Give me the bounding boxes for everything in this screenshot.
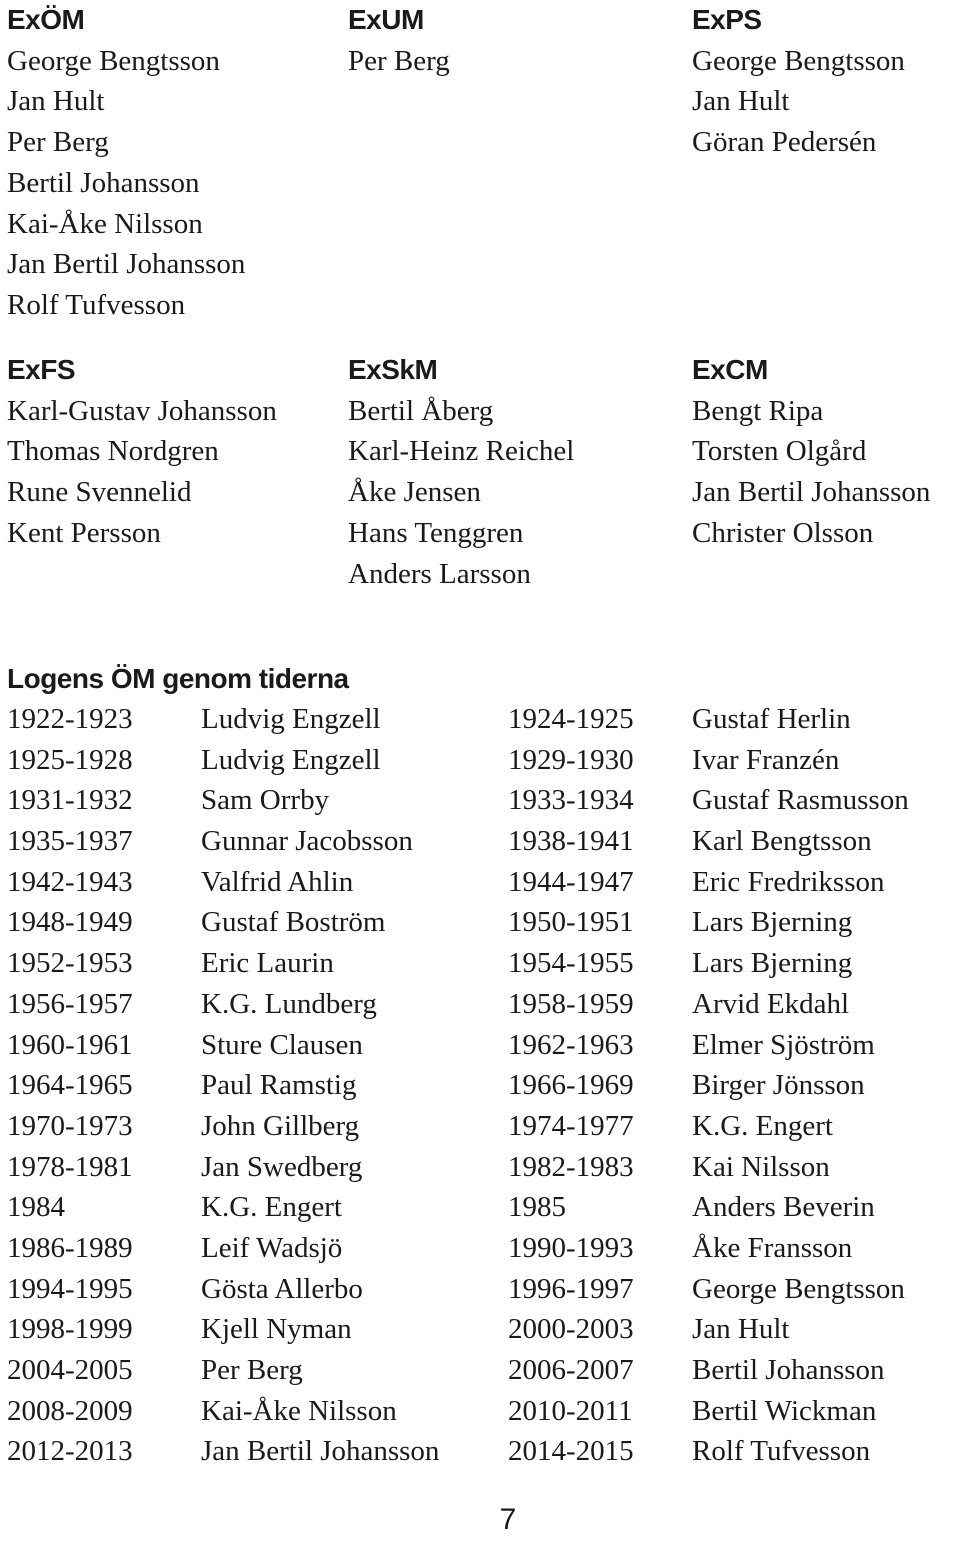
history-years: 1958-1959: [508, 987, 634, 1020]
member-name: Jan Bertil Johansson: [692, 476, 931, 509]
history-name: Karl Bengtsson: [692, 825, 872, 858]
history-years: 1938-1941: [508, 825, 634, 858]
member-name: Karl-Gustav Johansson: [7, 394, 277, 427]
history-name: Åke Fransson: [692, 1231, 853, 1264]
member-name: Rolf Tufvesson: [7, 288, 186, 321]
history-years: 2004-2005: [7, 1354, 133, 1386]
history-row: [0, 1431, 960, 1472]
member-name: Thomas Nordgren: [7, 435, 219, 468]
history-years: 1985: [508, 1191, 566, 1224]
history-name: Lars Bjerning: [692, 906, 853, 939]
history-years: 1952-1953: [7, 947, 133, 980]
member-name: Bertil Åberg: [348, 394, 494, 427]
history-years: 2012-2013: [7, 1435, 133, 1468]
section-title: ExSkM: [348, 354, 438, 385]
history-name: Gunnar Jacobsson: [201, 825, 413, 858]
history-name: K.G. Engert: [201, 1191, 342, 1224]
section-exps: [692, 0, 905, 163]
history-name: Gustaf Rasmusson: [692, 784, 909, 817]
history-row: [0, 780, 960, 821]
history-years: 2010-2011: [508, 1394, 633, 1427]
history-years: 1960-1961: [7, 1028, 133, 1061]
history-name: Bertil Johansson: [692, 1354, 885, 1386]
history-years: 1929-1930: [508, 743, 634, 776]
history-row: [0, 1187, 960, 1228]
history-row: [0, 1228, 960, 1269]
history-name: George Bengtsson: [692, 1272, 905, 1305]
history-years: 1924-1925: [508, 703, 634, 735]
member-name: Anders Larsson: [348, 557, 531, 590]
history-years: 1922-1923: [7, 703, 133, 735]
section-title: ExPS: [692, 4, 762, 35]
history-years: 2014-2015: [508, 1435, 634, 1468]
history-title: Logens ÖM genom tiderna: [7, 663, 349, 694]
history-name: K.G. Lundberg: [201, 987, 377, 1020]
history-row: [0, 862, 960, 903]
history-name: Kai-Åke Nilsson: [201, 1394, 397, 1427]
history-name: Valfrid Ahlin: [201, 865, 354, 898]
section-exom: [7, 0, 245, 326]
history-years: 1925-1928: [7, 743, 133, 776]
section-exskm: [348, 350, 574, 594]
history-years: 2006-2007: [508, 1354, 634, 1386]
section-exum: [348, 0, 450, 81]
history-name: Jan Hult: [692, 1313, 790, 1346]
history-name: Kjell Nyman: [201, 1313, 352, 1346]
history-years: 1942-1943: [7, 865, 133, 898]
history-name: Per Berg: [201, 1354, 303, 1386]
history-table: [0, 699, 960, 1472]
history-row: [0, 740, 960, 781]
history-row: [0, 821, 960, 862]
history-row: [0, 902, 960, 943]
history-row: [0, 1147, 960, 1188]
history-name: Eric Fredriksson: [692, 865, 885, 898]
history-name: Kai Nilsson: [692, 1150, 830, 1183]
member-name: Hans Tenggren: [348, 516, 524, 549]
history-row: [0, 984, 960, 1025]
history-row: [0, 1106, 960, 1147]
history-name: Elmer Sjöström: [692, 1028, 875, 1061]
history-name: Eric Laurin: [201, 947, 334, 980]
history-name: Gösta Allerbo: [201, 1272, 363, 1305]
history-name: Jan Swedberg: [201, 1150, 363, 1183]
history-years: 1998-1999: [7, 1313, 133, 1346]
history-years: 1990-1993: [508, 1231, 634, 1264]
history-row: [0, 1350, 960, 1391]
history-years: 1944-1947: [508, 865, 634, 898]
section-title: ExUM: [348, 4, 424, 35]
history-name: Gustaf Boström: [201, 906, 386, 939]
page-number: 7: [499, 1503, 517, 1536]
history-name: Sture Clausen: [201, 1028, 363, 1061]
section-title: ExFS: [7, 354, 76, 385]
history-years: 1962-1963: [508, 1028, 634, 1061]
history-row: [0, 1391, 960, 1432]
history-name: Jan Bertil Johansson: [201, 1435, 440, 1468]
member-name: Per Berg: [348, 44, 450, 77]
history-years: 1931-1932: [7, 784, 133, 817]
section-excm: [692, 350, 930, 554]
history-name: Anders Beverin: [692, 1191, 875, 1224]
member-name: Jan Hult: [692, 85, 790, 118]
section-exfs: [7, 350, 277, 554]
history-years: 2008-2009: [7, 1394, 133, 1427]
history-years: 2000-2003: [508, 1313, 634, 1346]
history-years: 1994-1995: [7, 1272, 133, 1305]
member-name: George Bengtsson: [692, 44, 905, 77]
member-name: Åke Jensen: [348, 476, 481, 509]
member-name: Jan Hult: [7, 85, 105, 118]
history-years: 1984: [7, 1191, 65, 1224]
history-row: [0, 1269, 960, 1310]
history-years: 1966-1969: [508, 1069, 634, 1102]
member-name: Göran Pedersén: [692, 126, 877, 159]
member-name: Per Berg: [7, 126, 109, 159]
history-years: 1970-1973: [7, 1109, 133, 1142]
section-title: ExCM: [692, 354, 768, 385]
history-name: K.G. Engert: [692, 1109, 833, 1142]
history-row: [0, 1309, 960, 1350]
history-name: Ludvig Engzell: [201, 703, 381, 735]
history-years: 1933-1934: [508, 784, 634, 817]
history-row: [0, 1065, 960, 1106]
member-name: Bertil Johansson: [7, 166, 200, 199]
history-row: [0, 1025, 960, 1066]
history-name: Ludvig Engzell: [201, 743, 381, 776]
member-name: Jan Bertil Johansson: [7, 248, 246, 281]
history-name: Lars Bjerning: [692, 947, 853, 980]
history-name: Arvid Ekdahl: [692, 987, 850, 1020]
member-name: Kent Persson: [7, 516, 161, 549]
history-years: 1954-1955: [508, 947, 634, 980]
history-years: 1948-1949: [7, 906, 133, 939]
history-years: 1986-1989: [7, 1231, 133, 1264]
member-name: Torsten Olgård: [692, 435, 867, 468]
history-years: 1964-1965: [7, 1069, 133, 1102]
member-name: Rune Svennelid: [7, 476, 192, 509]
history-name: Gustaf Herlin: [692, 703, 851, 735]
member-name: Christer Olsson: [692, 516, 874, 549]
history-years: 1974-1977: [508, 1109, 634, 1142]
history-name: John Gillberg: [201, 1109, 360, 1142]
history-name: Bertil Wickman: [692, 1394, 877, 1427]
history-row: [0, 699, 960, 740]
history-name: Sam Orrby: [201, 784, 330, 817]
history-name: Ivar Franzén: [692, 743, 840, 776]
history-years: 1978-1981: [7, 1150, 133, 1183]
history-years: 1935-1937: [7, 825, 133, 858]
history-name: Paul Ramstig: [201, 1069, 357, 1102]
history-name: Leif Wadsjö: [201, 1231, 343, 1264]
history-years: 1996-1997: [508, 1272, 634, 1305]
member-name: Bengt Ripa: [692, 394, 824, 427]
member-name: Karl-Heinz Reichel: [348, 435, 575, 468]
history-years: 1982-1983: [508, 1150, 634, 1183]
history-years: 1950-1951: [508, 906, 634, 939]
member-name: George Bengtsson: [7, 44, 220, 77]
history-row: [0, 943, 960, 984]
history-name: Birger Jönsson: [692, 1069, 865, 1102]
member-name: Kai-Åke Nilsson: [7, 207, 203, 240]
section-title: ExÖM: [7, 4, 85, 35]
history-name: Rolf Tufvesson: [692, 1435, 871, 1468]
history-years: 1956-1957: [7, 987, 133, 1020]
